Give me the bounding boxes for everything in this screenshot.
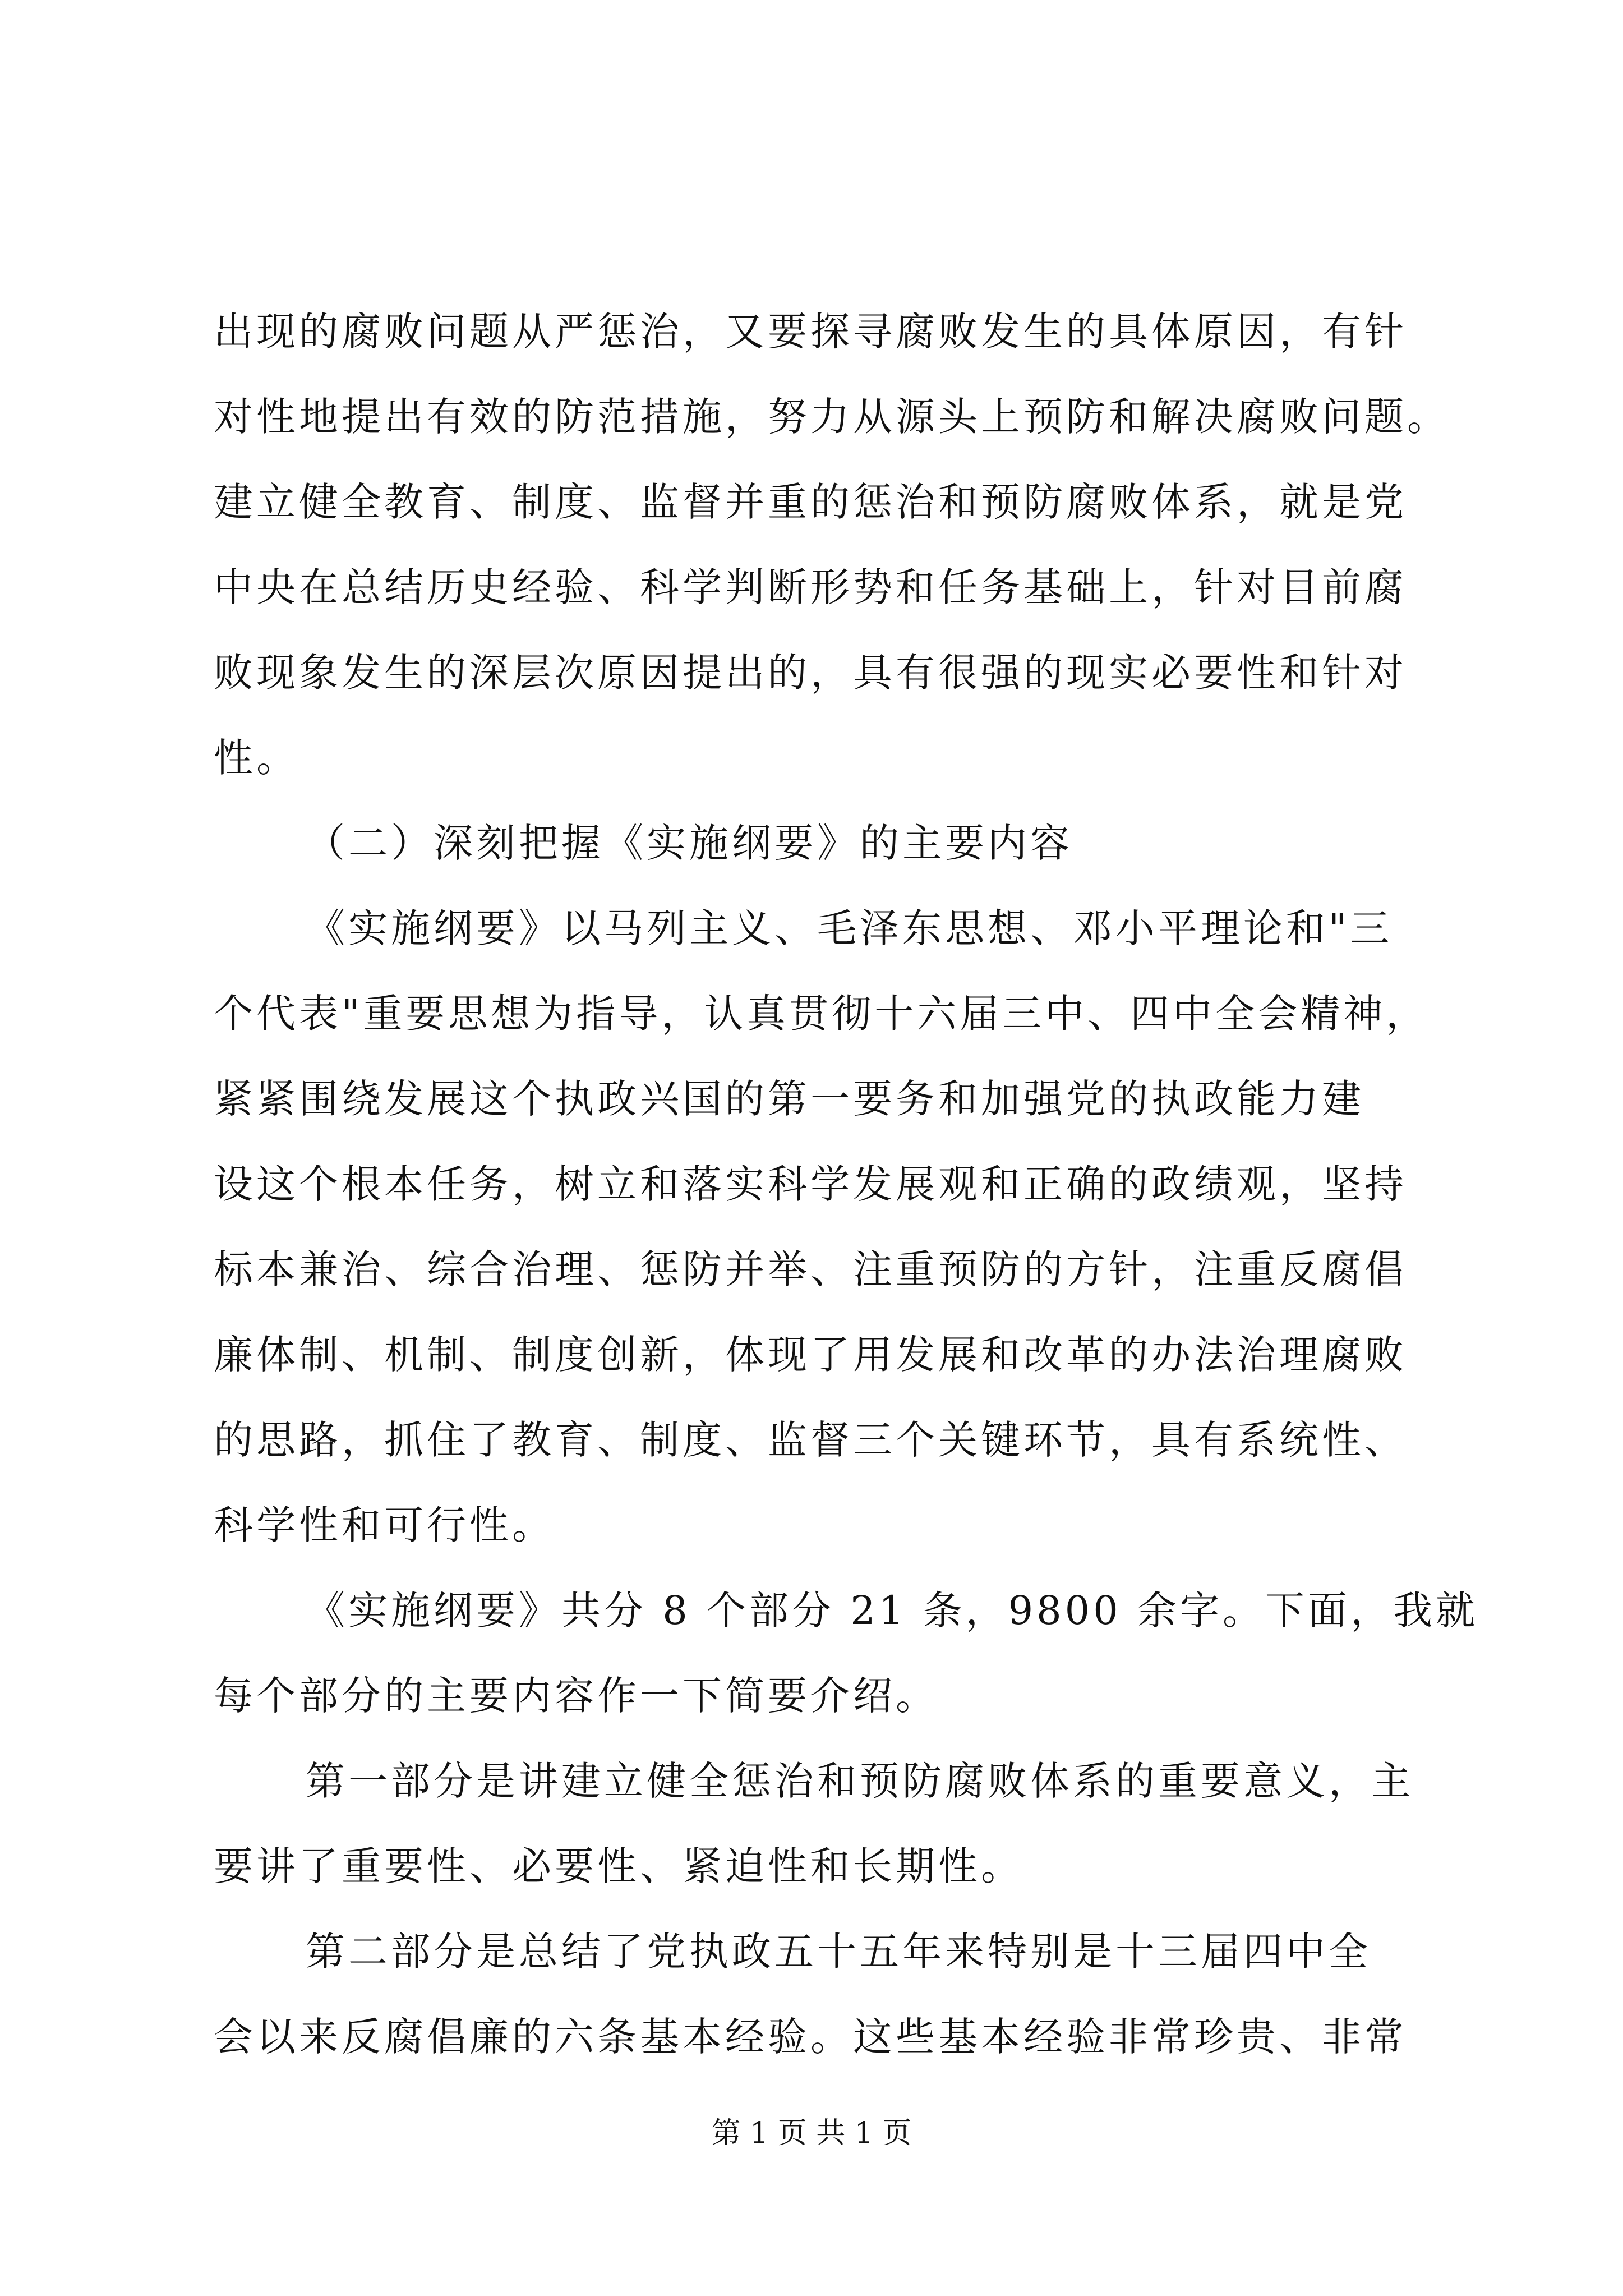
text-line: 中央在总结历史经验、科学判断形势和任务基础上，针对目前腐 bbox=[214, 564, 1407, 610]
text-line: 设这个根本任务，树立和落实科学发展观和正确的政绩观，坚持 bbox=[214, 1161, 1407, 1207]
text-line: 的思路，抓住了教育、制度、监督三个关键环节，具有系统性、 bbox=[214, 1417, 1407, 1463]
text-line: 要讲了重要性、必要性、紧迫性和长期性。 bbox=[214, 1843, 1023, 1889]
text-line: 每个部分的主要内容作一下简要介绍。 bbox=[214, 1673, 938, 1719]
page-footer: 第 1 页 共 1 页 bbox=[711, 2116, 912, 2150]
text-line: 败现象发生的深层次原因提出的，具有很强的现实必要性和针对 bbox=[214, 650, 1407, 696]
text-line: 个代表"重要思想为指导，认真贯彻十六届三中、四中全会精神， bbox=[214, 991, 1429, 1037]
text-line: 第二部分是总结了党执政五十五年来特别是十三届四中全 bbox=[306, 1929, 1371, 1975]
text-line: 廉体制、机制、制度创新，体现了用发展和改革的办法治理腐败 bbox=[214, 1332, 1407, 1378]
text-line: 会以来反腐倡廉的六条基本经验。这些基本经验非常珍贵、非常 bbox=[214, 2014, 1407, 2060]
text-line: 性。 bbox=[214, 735, 299, 781]
text-line: 出现的腐败问题从严惩治，又要探寻腐败发生的具体原因，有针 bbox=[214, 309, 1407, 355]
section-heading: （二）深刻把握《实施纲要》的主要内容 bbox=[306, 820, 1073, 866]
text-line: 《实施纲要》共分 8 个部分 21 条，9800 余字。下面，我就 bbox=[306, 1588, 1479, 1634]
text-line: 标本兼治、综合治理、惩防并举、注重预防的方针，注重反腐倡 bbox=[214, 1246, 1407, 1292]
text-line: 《实施纲要》以马列主义、毛泽东思想、邓小平理论和"三 bbox=[306, 905, 1393, 951]
document-body bbox=[214, 289, 1479, 2079]
text-line: 建立健全教育、制度、监督并重的惩治和预防腐败体系，就是党 bbox=[214, 479, 1407, 525]
text-line: 科学性和可行性。 bbox=[214, 1502, 555, 1548]
text-line: 紧紧围绕发展这个执政兴国的第一要务和加强党的执政能力建 bbox=[214, 1076, 1364, 1122]
text-line: 第一部分是讲建立健全惩治和预防腐败体系的重要意义，主 bbox=[306, 1758, 1414, 1804]
text-line: 对性地提出有效的防范措施，努力从源头上预防和解决腐败问题。 bbox=[214, 394, 1450, 440]
